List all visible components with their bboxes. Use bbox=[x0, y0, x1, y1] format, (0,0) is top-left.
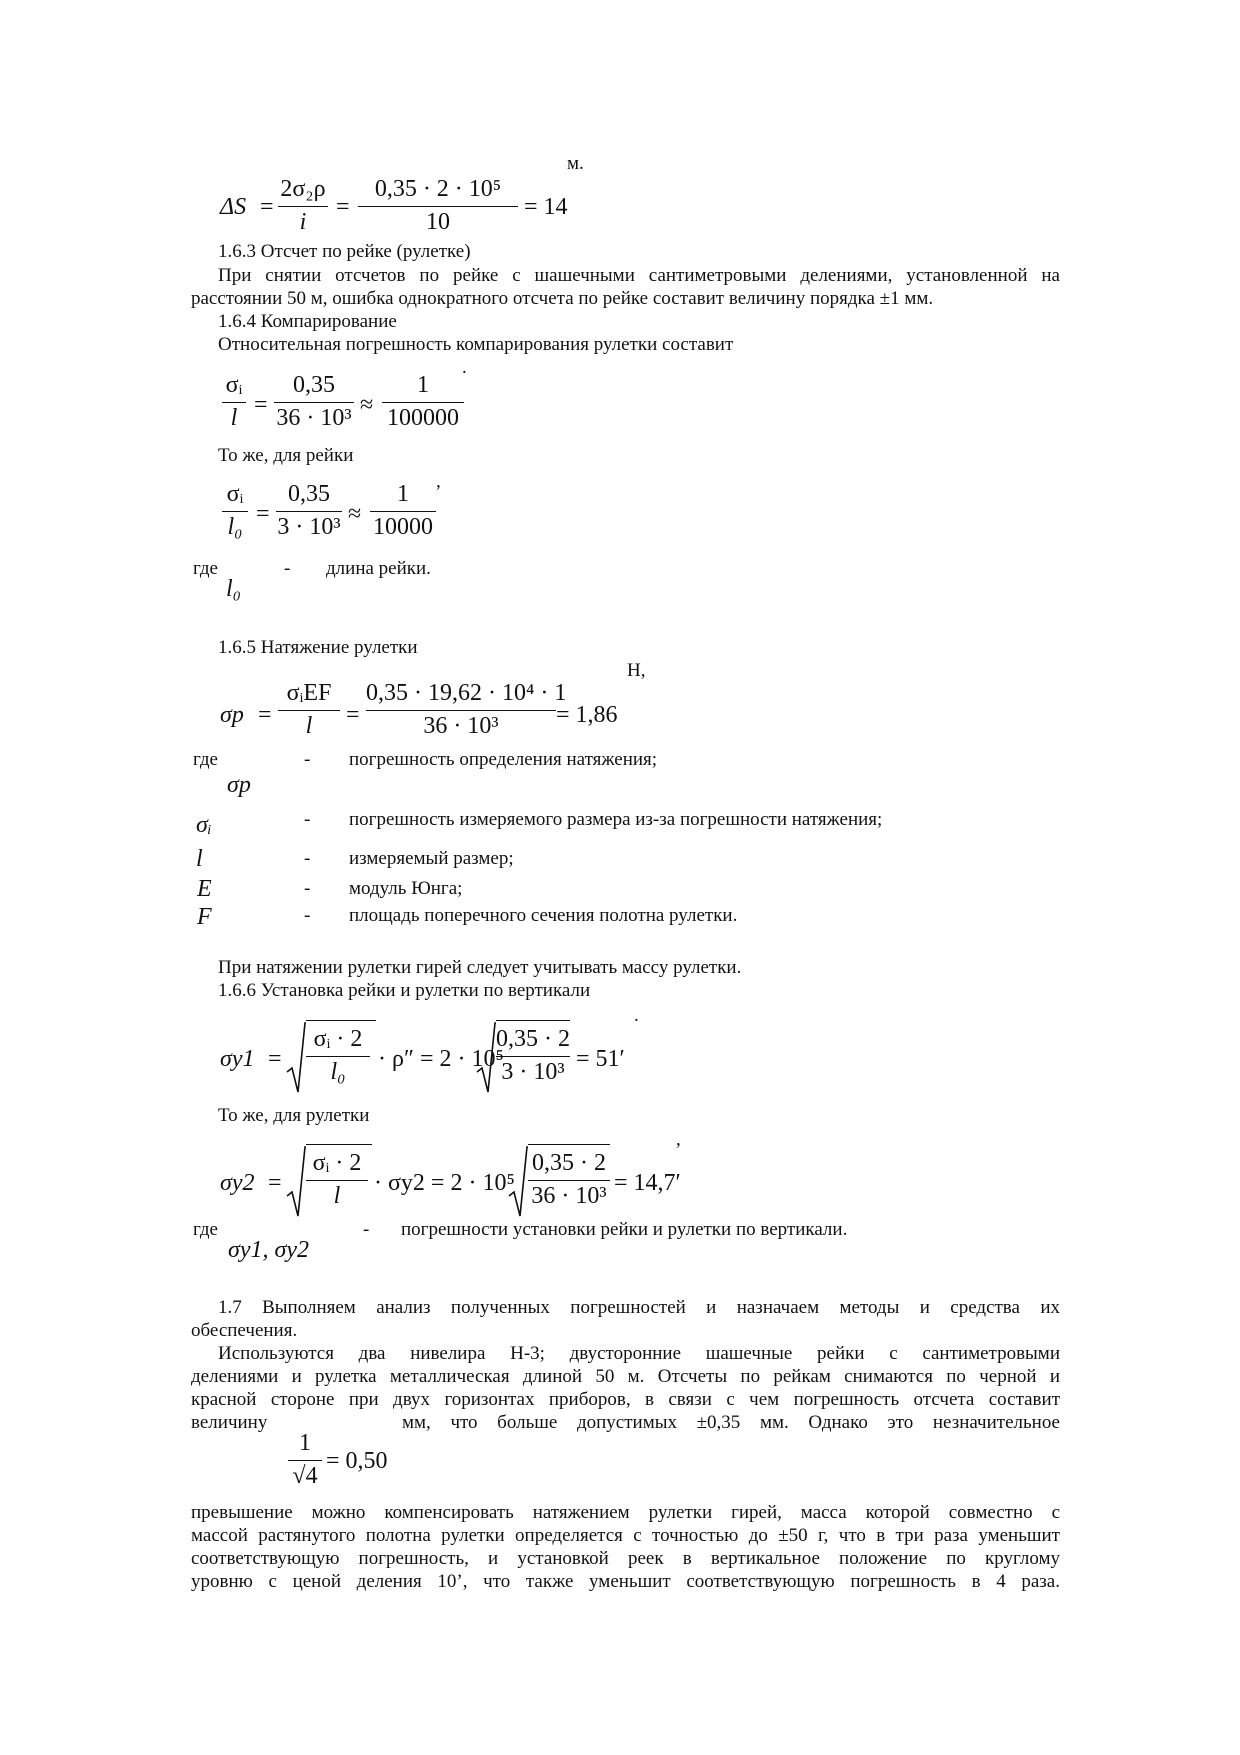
formula-2-frac-1: σᵢ l bbox=[222, 372, 246, 432]
para-b-line-2: делениями и рулетка металлическая длиной 50 м. Отсчеты по рейкам снимаются по черной и bbox=[191, 1366, 1060, 1387]
formula-3-frac-2: 0,35 3 · 10³ bbox=[277, 481, 341, 540]
legend-text-2: погрешность измеряемого размера из-за погрешности натяжения; bbox=[349, 809, 883, 830]
legend-text-5: площадь поперечного сечения полотна рулетки. bbox=[349, 905, 738, 926]
where-1-text: длина рейки. bbox=[326, 558, 431, 579]
where-2-symbols: σy1, σy2 bbox=[228, 1237, 309, 1263]
para-b-line-4-start: величину bbox=[191, 1412, 268, 1433]
formula-2-frac-3: 1 100000 bbox=[382, 372, 464, 432]
sqrt-sign-1 bbox=[286, 1022, 306, 1094]
formula-5: σy1 = σᵢ · 2 l₀ · ρ″ = 2 · 10⁵ 0,35 · 2 3 · 10³ = 51′ bbox=[218, 1020, 638, 1100]
legend-dash-4: - bbox=[304, 878, 311, 899]
formula-1-frac-2: 0,35 · 2 · 10⁵ 10 bbox=[358, 176, 518, 236]
section-1-6-4: 1.6.4 Компарирование bbox=[218, 311, 397, 332]
formula-3: σᵢ l₀ = 0,35 3 · 10³ ≈ 1 10000 bbox=[222, 481, 442, 551]
formula-6-frac-2: 0,35 · 2 36 · 10³ bbox=[528, 1150, 610, 1210]
para-c-line-4: уровню с ценой деления 10’, что также уменьшит соответствующую погрешность в 4 раза. bbox=[191, 1571, 1060, 1592]
legend-gde: где bbox=[193, 749, 218, 770]
legend-text-4: модуль Юнга; bbox=[349, 878, 463, 899]
same-for-tape: То же, для рулетки bbox=[218, 1105, 370, 1126]
formula-4-frac-2: 0,35 · 19,62 · 10⁴ · 1 36 · 10³ bbox=[366, 680, 567, 739]
where-1-label: где bbox=[193, 558, 218, 579]
where-2-dash: - bbox=[363, 1219, 370, 1240]
para-1-6-3-line-1: При снятии отсчетов по рейке с шашечными сантиметровыми делениями, установленной на bbox=[218, 265, 1060, 286]
formula-4-unit: Н, bbox=[627, 660, 646, 681]
where-1-symbol: l₀ bbox=[226, 576, 242, 602]
formula-2-punct: . bbox=[462, 357, 467, 378]
formula-5-frac-1: σᵢ · 2 l₀ bbox=[306, 1026, 370, 1086]
formula-5-result: = 51′ bbox=[576, 1046, 625, 1072]
para-c-line-2: массой растянутого полотна рулетки определяется с точностью до ±50 г, что в три раза уменьшит bbox=[191, 1525, 1060, 1546]
legend-dash-1: - bbox=[304, 749, 311, 770]
formula-1-unit: м. bbox=[567, 153, 584, 174]
para-b-line-3: красной стороне при двух горизонтах приборов, в связи с чем погрешность отсчета составит bbox=[191, 1389, 1060, 1410]
legend-dash-3: - bbox=[304, 848, 311, 869]
formula-2: σᵢ l = 0,35 36 · 10³ ≈ 1 100000 bbox=[222, 372, 472, 442]
formula-5-frac-2: 0,35 · 2 3 · 10³ bbox=[496, 1026, 570, 1085]
formula-4-result: = 1,86 bbox=[556, 702, 618, 728]
sqrt-sign-2 bbox=[476, 1022, 496, 1094]
section-1-6-3: 1.6.3 Отсчет по рейке (рулетке) bbox=[218, 241, 471, 262]
legend-symbol-1: σp bbox=[227, 772, 251, 798]
formula-3-frac-1: σᵢ l₀ bbox=[222, 481, 248, 541]
formula-1: ΔS = 2σ₂ρ i = 0,35 · 2 · 10⁵ 10 = 14 bbox=[220, 176, 568, 235]
where-2-text: погрешности установки рейки и рулетки по вертикали. bbox=[401, 1219, 848, 1240]
section-1-6-5: 1.6.5 Натяжение рулетки bbox=[218, 637, 418, 658]
para-c-line-1: превышение можно компенсировать натяжением рулетки гирей, масса которой совместно с bbox=[191, 1502, 1060, 1523]
section-1-7-line-1: 1.7 Выполняем анализ полученных погрешностей и назначаем методы и средства их bbox=[218, 1297, 1060, 1318]
para-b-line-1: Используются два нивелира Н-3; двусторонние шашечные рейки с сантиметровыми bbox=[218, 1343, 1060, 1364]
legend-text-1: погрешность определения натяжения; bbox=[349, 749, 658, 770]
formula-5-lhs: σy1 bbox=[220, 1046, 255, 1072]
formula-6: σy2 = σᵢ · 2 l · σy2 = 2 · 10⁵ 0,35 · 2 36 · 10³ = 14,7′ bbox=[218, 1144, 678, 1224]
formula-5-punct: . bbox=[634, 1005, 639, 1026]
para-girya: При натяжении рулетки гирей следует учитывать массу рулетки. bbox=[218, 957, 742, 978]
legend-symbol-3: l bbox=[196, 846, 203, 872]
formula-4-lhs: σp bbox=[220, 702, 244, 728]
formula-4: σp = σᵢEF l = 0,35 · 19,62 · 10⁴ · 1 36 · 10³ = 1,86 bbox=[220, 680, 618, 739]
formula-7 bbox=[288, 1430, 408, 1494]
section-1-6-6: 1.6.6 Установка рейки и рулетки по вертикали bbox=[218, 980, 591, 1001]
para-1-6-3-line-2: расстоянии 50 м, ошибка однократного отсчета по рейке составит величину порядка ±1 мм. bbox=[191, 288, 934, 309]
para-1-6-4: Относительная погрешность компарирования рулетки составит bbox=[218, 334, 734, 355]
where-2-label: где bbox=[193, 1219, 218, 1240]
legend-dash-2: - bbox=[304, 809, 311, 830]
formula-2-frac-2: 0,35 36 · 10³ bbox=[274, 372, 354, 432]
legend-symbol-5: F bbox=[197, 904, 212, 930]
formula-3-frac-3: 1 10000 bbox=[370, 481, 436, 541]
formula-1-lhs: ΔS bbox=[220, 194, 247, 220]
formula-3-punct: , bbox=[436, 471, 441, 492]
where-1-dash: - bbox=[284, 558, 291, 579]
formula-1-result: = 14 bbox=[524, 194, 568, 220]
formula-6-punct: , bbox=[676, 1129, 681, 1150]
formula-6-frac-1: σᵢ · 2 l bbox=[306, 1150, 368, 1210]
sqrt-sign-3 bbox=[286, 1146, 306, 1218]
formula-6-lhs: σy2 bbox=[220, 1170, 255, 1196]
formula-7-result: = 0,50 bbox=[326, 1448, 388, 1474]
section-1-7-line-2: обеспечения. bbox=[191, 1320, 298, 1341]
same-for-rail: То же, для рейки bbox=[218, 445, 354, 466]
legend-dash-5: - bbox=[304, 905, 311, 926]
legend-symbol-2: σᵢ bbox=[196, 812, 212, 838]
sqrt-sign-4 bbox=[508, 1146, 528, 1218]
formula-4-frac-1: σᵢEF l bbox=[278, 680, 340, 740]
legend-text-3: измеряемый размер; bbox=[349, 848, 514, 869]
formula-1-frac-1: 2σ₂ρ i bbox=[278, 176, 328, 236]
formula-6-result: = 14,7′ bbox=[614, 1170, 681, 1196]
para-b-line-4-end: мм, что больше допустимых ±0,35 мм. Однако это незначительное bbox=[402, 1412, 1060, 1433]
para-c-line-3: соответствующую погрешность, и установкой реек в вертикальное положение по круглому bbox=[191, 1548, 1060, 1569]
legend-symbol-4: E bbox=[197, 876, 212, 902]
formula-7-frac: 1 √4 bbox=[288, 1430, 322, 1490]
